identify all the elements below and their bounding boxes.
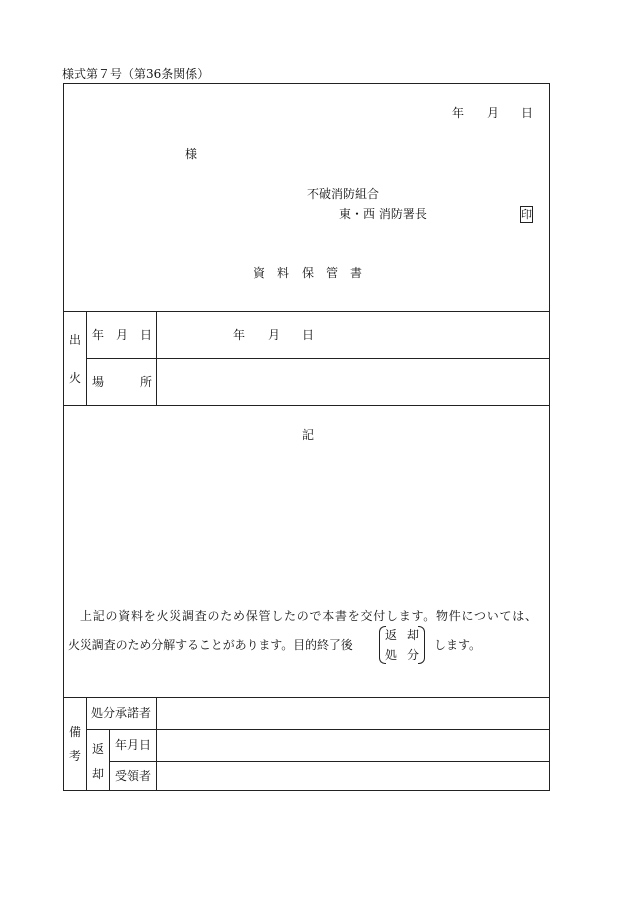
option-bracket-right — [418, 626, 425, 664]
fire-place-label-2: 所 — [140, 375, 153, 389]
date-year-label: 年 — [452, 106, 465, 120]
fire-group-char-2: 火 — [68, 371, 81, 385]
seal-mark: 印 — [521, 208, 532, 221]
divider-fire-col2 — [156, 311, 157, 405]
note-line-2-prefix: 火災調査のため分解することがあります。目的終了後 — [68, 638, 353, 652]
option-return-char-2: 却 — [407, 628, 420, 642]
divider-note-remarks — [63, 697, 550, 698]
divider-fire-note — [63, 405, 550, 406]
issuer-title: 東・西 消防署長 — [339, 207, 427, 221]
return-label-char-2: 却 — [91, 767, 104, 781]
document-title-char-3: 保 — [302, 266, 315, 280]
fire-date-label-day: 日 — [140, 328, 153, 342]
addressee-suffix: 様 — [185, 147, 198, 161]
divider-remarks-col3 — [156, 697, 157, 791]
note-heading: 記 — [302, 428, 315, 442]
date-day-label: 日 — [521, 106, 534, 120]
fire-date-label-year: 年 — [92, 328, 105, 342]
fire-place-label-1: 場 — [92, 375, 105, 389]
divider-top-fire — [63, 311, 550, 312]
document-title-char-2: 料 — [277, 266, 290, 280]
fire-date-year: 年 — [233, 328, 246, 342]
document-title-char-4: 管 — [326, 266, 339, 280]
note-line-1: 上記の資料を火災調査のため保管したので本書を交付します。物件については、 — [80, 609, 538, 623]
return-label-char-1: 返 — [91, 742, 104, 756]
option-dispose-char-2: 分 — [407, 648, 420, 662]
document-title-char-5: 書 — [350, 266, 363, 280]
remarks-group-char-2: 考 — [68, 749, 81, 763]
fire-group-char-1: 出 — [68, 333, 81, 347]
receiver-label: 受領者 — [115, 769, 152, 783]
document-title-char-1: 資 — [253, 266, 266, 280]
option-dispose-char-1: 処 — [385, 648, 398, 662]
divider-remarks-2 — [109, 761, 550, 762]
fire-date-month: 月 — [268, 328, 281, 342]
option-return-char-1: 返 — [385, 628, 398, 642]
date-month-label: 月 — [487, 106, 500, 120]
return-date-label: 年月日 — [115, 738, 152, 752]
divider-remarks-col2 — [109, 729, 110, 791]
form-number: 様式第７号（第36条関係） — [62, 67, 210, 81]
divider-fire-col1 — [86, 311, 87, 405]
fire-date-day: 日 — [302, 328, 315, 342]
disposal-consent-label: 処分承諾者 — [91, 706, 152, 720]
remarks-group-char-1: 備 — [68, 725, 81, 739]
divider-remarks-col1 — [86, 697, 87, 791]
note-line-2-suffix: します。 — [434, 638, 482, 652]
issuer-org: 不破消防組合 — [307, 187, 380, 201]
fire-date-label-month: 月 — [116, 328, 129, 342]
